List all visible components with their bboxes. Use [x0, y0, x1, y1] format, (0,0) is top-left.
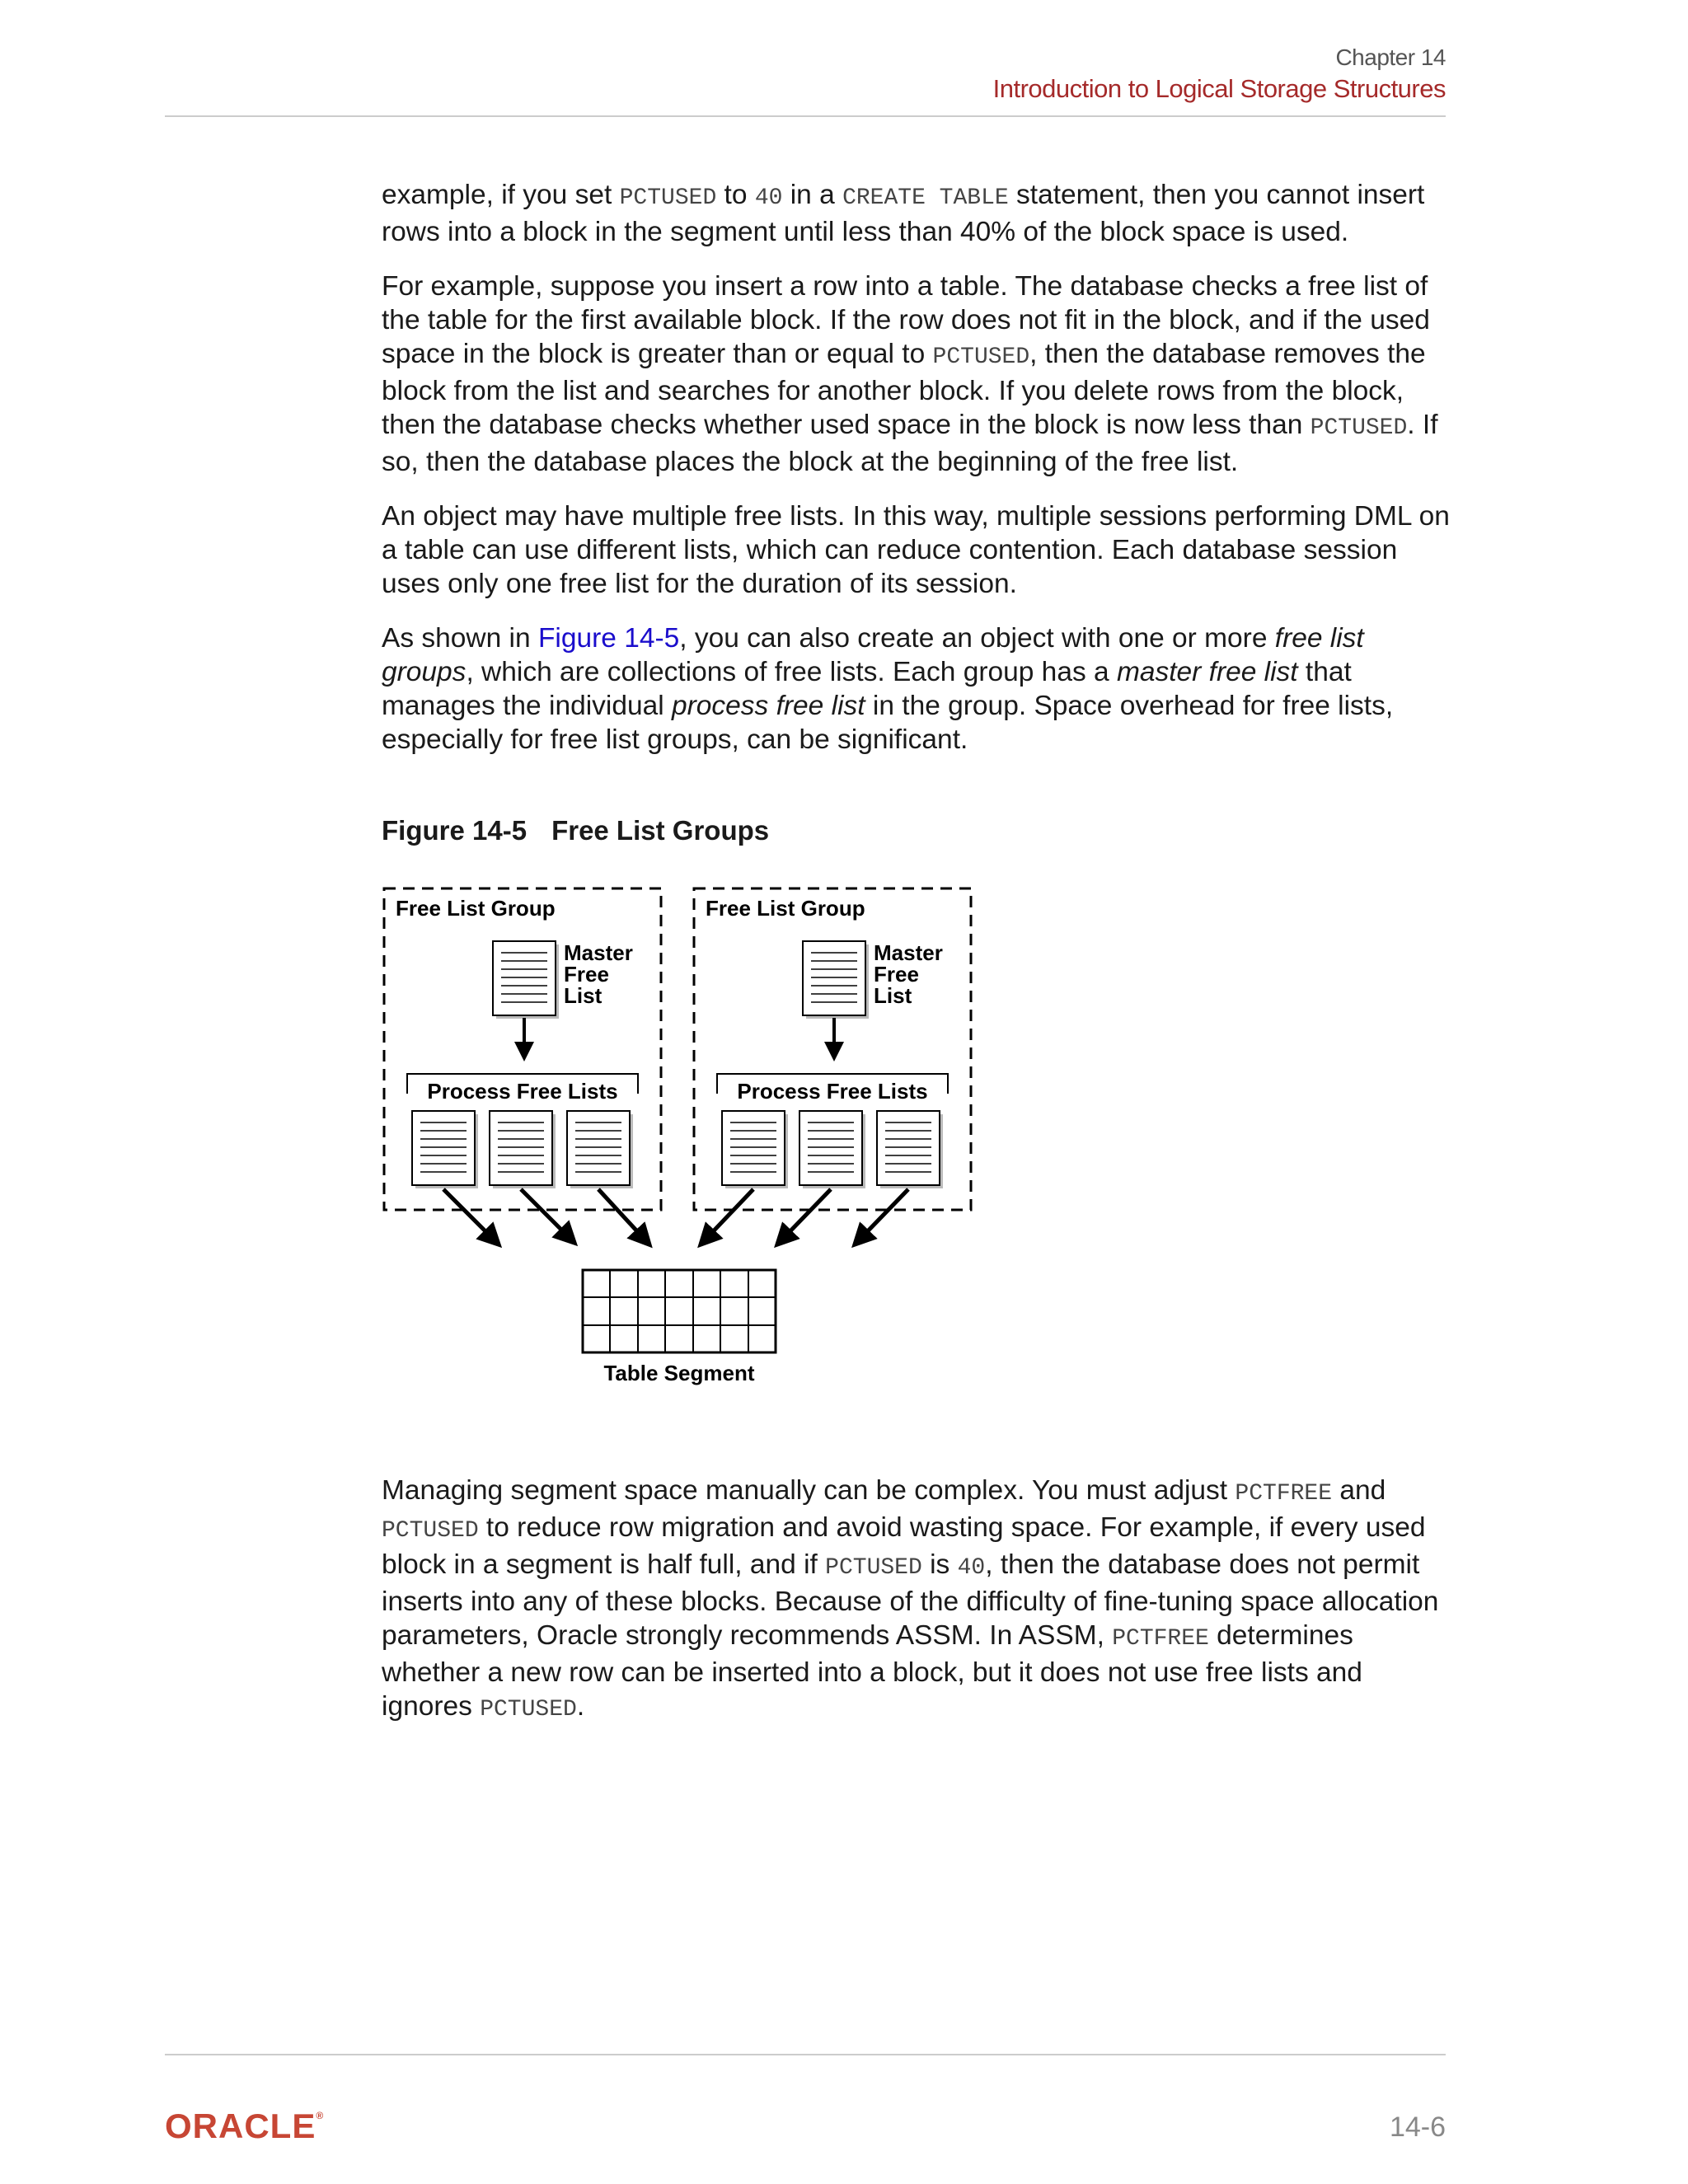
table-segment-label: Table Segment [603, 1361, 755, 1385]
figure-link[interactable]: Figure 14-5 [537, 623, 680, 654]
free-list-group-2 [694, 888, 971, 1210]
master-list-doc-icon [493, 941, 559, 1019]
process-to-segment-arrows [443, 1189, 908, 1242]
process-list-doc-icon [490, 1111, 556, 1188]
process-list-doc-icon [799, 1111, 865, 1188]
chapter-label: Chapter 14 [1335, 45, 1446, 70]
page-number: 14-6 [1389, 2111, 1446, 2143]
process-label: Process Free Lists [427, 1079, 618, 1104]
master-label-line3: List [874, 983, 912, 1008]
group-1-label: Free List Group [396, 896, 556, 921]
body-text [382, 178, 1453, 777]
header-divider [165, 115, 1446, 117]
free-list-groups-diagram [379, 886, 989, 1397]
footer-divider [165, 2054, 1446, 2055]
process-list-doc-icon [722, 1111, 788, 1188]
process-list-doc-icon [877, 1111, 943, 1188]
master-label-line1: Master [564, 940, 633, 965]
process-list-doc-icon [567, 1111, 633, 1188]
chapter-title: Introduction to Logical Storage Structures [992, 74, 1446, 103]
figure-caption: Figure 14-5 Free List Groups [382, 815, 770, 846]
master-label-line2: Free [874, 962, 919, 987]
paragraph-3: An object may have multiple free lists. In this way, multiple sessions performing DML on a table can use different lists, which can reduce contention. Each database session uses only one free list for the duration of its session. [382, 501, 1450, 599]
master-label-line3: List [564, 983, 603, 1008]
paragraph-4: As shown in Figure 14-5, you can also create an object with one or more free list groups, which are collections of free lists. Each group has a master free list that manages the individual process free list in the group. Space overhead for free lists, especially for free list groups, can be significant. [382, 623, 1394, 755]
process-list-doc-icon [412, 1111, 478, 1188]
paragraph-2: For example, suppose you insert a row into a table. The database checks a free list of the table for the first available block. If the row does not fit in the block, and if the used space in the block is greater than or equal to PCTUSED, then the database removes the block from the list and searches for another block. If you delete rows from the block, then the database checks whether used space in the block is now less than PCTUSED. If so, then the database places the block at the beginning of the free list. [382, 271, 1438, 477]
master-list-doc-icon [803, 941, 869, 1019]
master-label-line2: Free [564, 962, 609, 987]
oracle-logo: ORACLE® [165, 2107, 324, 2145]
group-2-label: Free List Group [706, 896, 865, 921]
paragraph-1: example, if you set PCTUSED to 40 in a CREATE TABLE statement, then you cannot insert rows into a block in the segment until less than 40% of the block space is used. [382, 180, 1425, 247]
paragraph-5: Managing segment space manually can be complex. You must adjust PCTFREE and PCTUSED to reduce row migration and avoid wasting space. For example, if every used block in a segment is half full, and if PCTUSED is 40, then the database does not permit inserts into any of these blocks. Because of the difficulty of fine-tuning space allocation parameters, Oracle strongly recommends ASSM. In ASSM, PCTFREE determines whether a new row can be inserted into a block, but it does not use free lists and ignores PCTUSED. [382, 1475, 1439, 1722]
table-segment-grid [583, 1270, 776, 1352]
free-list-group-1 [384, 888, 661, 1210]
process-label: Process Free Lists [737, 1079, 928, 1104]
page-header [993, 43, 1446, 105]
master-label-line1: Master [874, 940, 943, 965]
